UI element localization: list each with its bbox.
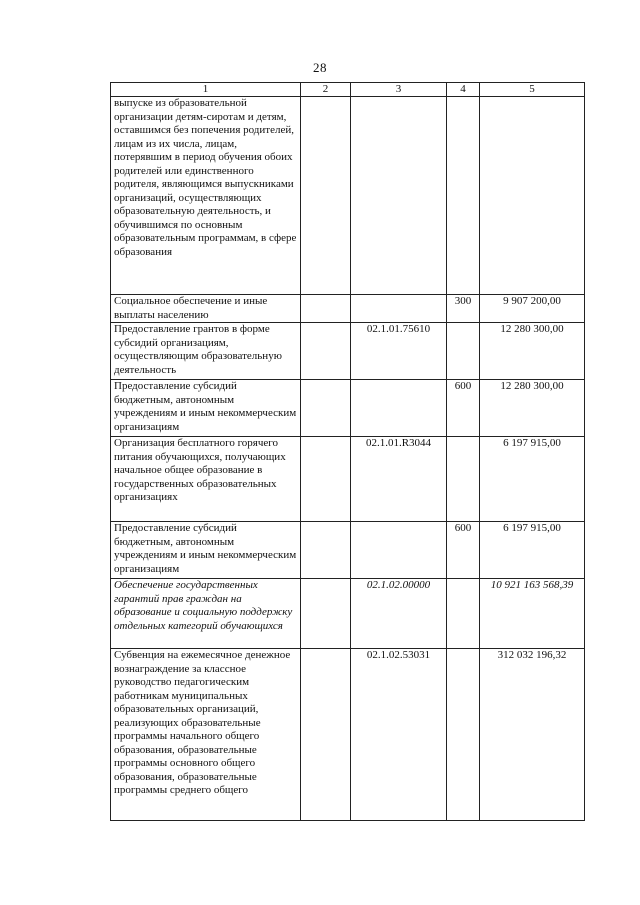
row-col-2-cell <box>301 579 351 649</box>
row-expense-type-cell: 300 <box>447 295 480 323</box>
row-amount-cell: 6 197 915,00 <box>480 522 585 579</box>
row-name-cell: Обеспечение государственных гарантий прав граждан на образование и социальную поддержку отдельных категорий обучающихся <box>111 579 301 649</box>
row-target-code-cell: 02.1.02.00000 <box>351 579 447 649</box>
row-amount-cell: 9 907 200,00 <box>480 295 585 323</box>
row-col-2-cell <box>301 380 351 437</box>
budget-table <box>110 82 585 821</box>
row-amount-cell: 10 921 163 568,39 <box>480 579 585 649</box>
table-row <box>111 380 585 437</box>
page-number: 28 <box>313 60 327 75</box>
row-target-code-cell <box>351 522 447 579</box>
row-target-code-cell: 02.1.01.R3044 <box>351 437 447 522</box>
row-expense-type-cell <box>447 437 480 522</box>
row-target-code-cell <box>351 97 447 295</box>
row-amount-cell: 12 280 300,00 <box>480 323 585 380</box>
row-col-2-cell <box>301 649 351 821</box>
table-row <box>111 649 585 821</box>
row-col-2-cell <box>301 522 351 579</box>
row-amount-cell: 12 280 300,00 <box>480 380 585 437</box>
header-col-3: 3 <box>351 83 447 97</box>
row-name-cell: Социальное обеспечение и иные выплаты населению <box>111 295 301 323</box>
row-target-code-cell <box>351 295 447 323</box>
row-name-cell: Предоставление субсидий бюджетным, автономным учреждениям и иным некоммерческим организациям <box>111 522 301 579</box>
row-amount-cell <box>480 97 585 295</box>
row-name-cell: Предоставление субсидий бюджетным, автономным учреждениям и иным некоммерческим организациям <box>111 380 301 437</box>
row-col-2-cell <box>301 323 351 380</box>
row-expense-type-cell <box>447 649 480 821</box>
row-expense-type-cell <box>447 579 480 649</box>
row-target-code-cell: 02.1.02.53031 <box>351 649 447 821</box>
table-row <box>111 579 585 649</box>
table-row <box>111 437 585 522</box>
row-expense-type-cell: 600 <box>447 522 480 579</box>
row-amount-cell: 6 197 915,00 <box>480 437 585 522</box>
row-col-2-cell <box>301 97 351 295</box>
row-target-code-cell <box>351 380 447 437</box>
row-col-2-cell <box>301 437 351 522</box>
header-col-4: 4 <box>447 83 480 97</box>
row-name-cell: Субвенция на ежемесячное денежное вознаграждение за классное руководство педагогическим работникам муниципальных образовательных организаций, реализующих образовательные программы начального общего образования, образовательные программы основного общего образования, образовательные программы среднего общего <box>111 649 301 821</box>
row-target-code-cell: 02.1.01.75610 <box>351 323 447 380</box>
row-col-2-cell <box>301 295 351 323</box>
row-amount-cell: 312 032 196,32 <box>480 649 585 821</box>
row-name-cell: Предоставление грантов в форме субсидий организациям, осуществляющим образовательную деятельность <box>111 323 301 380</box>
header-col-5: 5 <box>480 83 585 97</box>
header-row <box>111 83 585 97</box>
header-col-2: 2 <box>301 83 351 97</box>
row-name-cell: Организация бесплатного горячего питания обучающихся, получающих начальное общее образование в государственных образовательных организациях <box>111 437 301 522</box>
header-col-1: 1 <box>111 83 301 97</box>
row-expense-type-cell <box>447 323 480 380</box>
table-row <box>111 323 585 380</box>
row-expense-type-cell: 600 <box>447 380 480 437</box>
row-name-cell: выпуске из образовательной организации детям-сиротам и детям, оставшимся без попечения родителей, лицам из их числа, лицам, потерявшим в период обучения обоих родителей или единственного родителя, являющимся выпускниками организаций, осуществляющих образовательную деятельность, и обучившимся по основным образовательным программам, в сфере образования <box>111 97 301 295</box>
row-expense-type-cell <box>447 97 480 295</box>
table-row <box>111 522 585 579</box>
table-row <box>111 295 585 323</box>
table-row <box>111 97 585 295</box>
